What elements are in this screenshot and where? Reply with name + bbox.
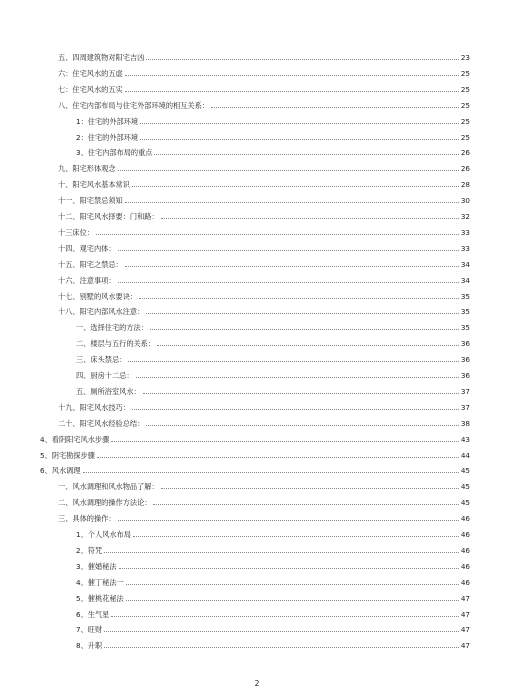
toc-entry-page: 25 bbox=[460, 116, 470, 126]
toc-entry-label: 十、阳宅风水基本常识 bbox=[58, 180, 130, 190]
toc-entry[interactable] bbox=[76, 370, 470, 380]
dot-leader bbox=[161, 217, 459, 219]
toc-entry-page: 47 bbox=[460, 609, 470, 619]
toc-entry[interactable] bbox=[76, 545, 470, 555]
toc-entry-label: 6、风水调理 bbox=[40, 466, 81, 476]
toc-entry-label: 6、生气星 bbox=[76, 609, 110, 619]
toc-entry[interactable] bbox=[76, 338, 470, 348]
toc-entry-page: 36 bbox=[460, 339, 470, 349]
dot-leader bbox=[125, 74, 459, 76]
toc-entry-page: 37 bbox=[460, 386, 470, 396]
toc-entry-label: 1、个人风水布局 bbox=[76, 530, 131, 539]
toc-entry-label: 十七、别墅的风水要诀： bbox=[58, 291, 138, 301]
toc-entry-label: 一、选择住宅的方法： bbox=[76, 323, 148, 333]
dot-leader bbox=[128, 360, 459, 362]
toc-entry-label: 五、四周建筑物对阳宅吉凶 bbox=[58, 53, 145, 62]
toc-entry[interactable] bbox=[58, 52, 470, 62]
dot-leader bbox=[140, 138, 459, 140]
toc-entry[interactable] bbox=[58, 513, 470, 523]
toc-entry[interactable] bbox=[76, 386, 470, 396]
toc-entry-label: 十三床位： bbox=[58, 227, 94, 237]
toc-entry[interactable] bbox=[58, 195, 470, 205]
toc-entry[interactable] bbox=[58, 418, 470, 428]
toc-entry[interactable] bbox=[58, 275, 470, 285]
dot-leader bbox=[111, 440, 459, 442]
toc-entry-page: 47 bbox=[460, 625, 470, 635]
toc-entry-label: 一、风水调理和风水物品了解： bbox=[58, 482, 159, 492]
toc-entry[interactable] bbox=[58, 402, 470, 412]
toc-entry-page: 34 bbox=[460, 259, 470, 269]
toc-entry-page: 47 bbox=[460, 641, 470, 651]
toc-entry-label: 十九、阳宅风水技巧： bbox=[58, 402, 130, 412]
dot-leader bbox=[161, 487, 459, 489]
dot-leader bbox=[153, 503, 459, 505]
toc-entry-page: 44 bbox=[460, 450, 470, 460]
toc-entry[interactable] bbox=[58, 84, 470, 94]
toc-entry-label: 2：住宅的外部环境 bbox=[76, 132, 139, 142]
dot-leader bbox=[211, 106, 459, 108]
toc-entry[interactable] bbox=[58, 259, 470, 269]
dot-leader bbox=[150, 328, 459, 330]
toc-entry[interactable] bbox=[58, 497, 470, 507]
toc-entry-label: 8、升职 bbox=[76, 641, 103, 651]
toc-entry-page: 25 bbox=[460, 100, 470, 110]
toc-entry[interactable] bbox=[58, 100, 470, 110]
toc-entry-label: 七：住宅风水的五实 bbox=[58, 84, 123, 94]
toc-entry-page: 35 bbox=[460, 307, 470, 317]
toc-entry-page: 38 bbox=[460, 418, 470, 428]
dot-leader bbox=[140, 122, 459, 124]
toc-entry-page: 26 bbox=[460, 148, 470, 158]
dot-leader bbox=[118, 249, 459, 251]
toc-entry-page: 46 bbox=[460, 530, 470, 539]
dot-leader bbox=[118, 169, 459, 171]
dot-leader bbox=[136, 376, 459, 378]
toc-entry[interactable] bbox=[58, 243, 470, 253]
toc-entry-label: 5、阴宅勘探步骤 bbox=[40, 450, 95, 460]
toc-entry[interactable] bbox=[76, 561, 470, 571]
dot-leader bbox=[132, 185, 459, 187]
toc-entry[interactable] bbox=[58, 163, 470, 173]
dot-leader bbox=[118, 519, 459, 521]
dot-leader bbox=[83, 471, 459, 473]
toc-entry-label: 2、符咒 bbox=[76, 545, 103, 555]
toc-entry-label: 5、催桃花秘法 bbox=[76, 593, 124, 603]
toc-entry[interactable] bbox=[76, 354, 470, 364]
toc-entry-page: 45 bbox=[460, 466, 470, 476]
toc-entry[interactable] bbox=[76, 609, 470, 619]
toc-entry-page: 43 bbox=[460, 434, 470, 444]
toc-entry-page: 37 bbox=[460, 402, 470, 412]
dot-leader bbox=[126, 583, 459, 585]
dot-leader bbox=[146, 424, 459, 426]
toc-entry-page: 34 bbox=[460, 275, 470, 285]
toc-entry-page: 25 bbox=[460, 132, 470, 142]
toc-entry[interactable] bbox=[76, 529, 470, 539]
toc-entry-label: 八、住宅内部布局与住宅外部环境的相互关系： bbox=[58, 100, 209, 110]
toc-entry[interactable] bbox=[76, 116, 470, 126]
toc-entry-label: 1：住宅的外部环境 bbox=[76, 116, 139, 126]
toc-entry-label: 3、催婚秘法 bbox=[76, 561, 117, 571]
toc-entry[interactable] bbox=[76, 624, 470, 634]
dot-leader bbox=[132, 408, 459, 410]
toc-entry-label: 四、厨房十二忌： bbox=[76, 371, 134, 380]
dot-leader bbox=[125, 265, 459, 267]
toc-entry-page: 32 bbox=[460, 212, 470, 221]
dot-leader bbox=[96, 233, 459, 235]
toc-entry[interactable] bbox=[76, 147, 470, 157]
toc-entry-page: 35 bbox=[460, 291, 470, 301]
toc-entry-label: 二、风水调理的操作方法论： bbox=[58, 498, 152, 508]
toc-entry-label: 7、旺财 bbox=[76, 625, 103, 635]
toc-entry-label: 十一、阳宅禁忌须知 bbox=[58, 196, 123, 206]
dot-leader bbox=[125, 201, 459, 203]
toc-entry-page: 46 bbox=[460, 561, 470, 571]
toc-entry-label: 十四、观宅内体： bbox=[58, 243, 116, 253]
dot-leader bbox=[118, 281, 459, 283]
toc-entry-page: 45 bbox=[460, 498, 470, 508]
toc-entry[interactable] bbox=[40, 434, 470, 444]
toc-entry-label: 二十、阳宅风水经验总结： bbox=[58, 418, 145, 428]
toc-entry[interactable] bbox=[58, 291, 470, 301]
toc-entry-label: 3、住宅内部布局的重点 bbox=[76, 148, 153, 158]
toc-entry-label: 二、楼层与五行的关系： bbox=[76, 339, 156, 349]
toc-entry[interactable] bbox=[76, 593, 470, 603]
toc-entry-page: 33 bbox=[460, 227, 470, 237]
dot-leader bbox=[157, 344, 459, 346]
toc-entry-page: 25 bbox=[460, 68, 470, 78]
toc-entry-label: 十二、阳宅风水择要：门和路： bbox=[58, 212, 159, 221]
toc-entry[interactable] bbox=[76, 577, 470, 587]
toc-entry-page: 25 bbox=[460, 84, 470, 94]
toc-entry-page: 23 bbox=[460, 53, 470, 62]
toc-entry[interactable] bbox=[58, 481, 470, 491]
dot-leader bbox=[143, 392, 459, 394]
dot-leader bbox=[125, 90, 459, 92]
toc-entry-label: 十五、阳宅之禁忌： bbox=[58, 259, 123, 269]
toc-entry-label: 三、具体的操作： bbox=[58, 514, 116, 524]
toc-entry-label: 六：住宅风水的五虚 bbox=[58, 68, 123, 78]
toc-entry-label: 五、厕所浴室风水： bbox=[76, 386, 141, 396]
dot-leader bbox=[126, 599, 459, 601]
dot-leader bbox=[111, 615, 459, 617]
dot-leader bbox=[146, 312, 459, 314]
toc-entry-label: 九、阳宅形体观念 bbox=[58, 164, 116, 174]
toc-entry[interactable] bbox=[58, 227, 470, 237]
page-number: 2 bbox=[254, 679, 260, 688]
toc-entry-page: 36 bbox=[460, 355, 470, 365]
dot-leader bbox=[146, 58, 459, 60]
toc-entry-page: 46 bbox=[460, 514, 470, 524]
toc-entry-page: 36 bbox=[460, 371, 470, 380]
toc-entry-label: 十六、注意事项： bbox=[58, 275, 116, 285]
toc-entry-page: 35 bbox=[460, 323, 470, 333]
toc-entry-page: 47 bbox=[460, 593, 470, 603]
toc-entry-page: 46 bbox=[460, 577, 470, 587]
toc-entry[interactable] bbox=[40, 450, 470, 460]
dot-leader bbox=[139, 297, 459, 299]
toc-entry[interactable] bbox=[58, 68, 470, 78]
toc-entry-label: 三、床头禁忌： bbox=[76, 355, 127, 365]
toc-entry[interactable] bbox=[76, 322, 470, 332]
dot-leader bbox=[104, 630, 459, 632]
dot-leader bbox=[104, 646, 459, 648]
toc-entry-page: 26 bbox=[460, 164, 470, 174]
toc-entry[interactable] bbox=[76, 640, 470, 650]
toc-entry[interactable] bbox=[40, 465, 470, 475]
dot-leader bbox=[119, 567, 459, 569]
toc-entry[interactable] bbox=[58, 211, 470, 221]
toc-entry-page: 33 bbox=[460, 243, 470, 253]
toc-entry-page: 30 bbox=[460, 196, 470, 206]
dot-leader bbox=[104, 551, 459, 553]
toc-entry-page: 46 bbox=[460, 545, 470, 555]
toc-entry-page: 45 bbox=[460, 482, 470, 492]
toc-entry-page: 28 bbox=[460, 180, 470, 190]
toc-entry[interactable] bbox=[58, 179, 470, 189]
toc-entry-label: 十八、阳宅内部风水注意： bbox=[58, 307, 145, 317]
dot-leader bbox=[133, 535, 459, 537]
toc-entry[interactable] bbox=[58, 306, 470, 316]
toc-entry-label: 4、催丁秘法一 bbox=[76, 577, 124, 587]
toc-entry-label: 4、看阴阳宅风水步骤 bbox=[40, 434, 110, 444]
dot-leader bbox=[97, 456, 459, 458]
dot-leader bbox=[154, 153, 459, 155]
toc-entry[interactable] bbox=[76, 132, 470, 142]
